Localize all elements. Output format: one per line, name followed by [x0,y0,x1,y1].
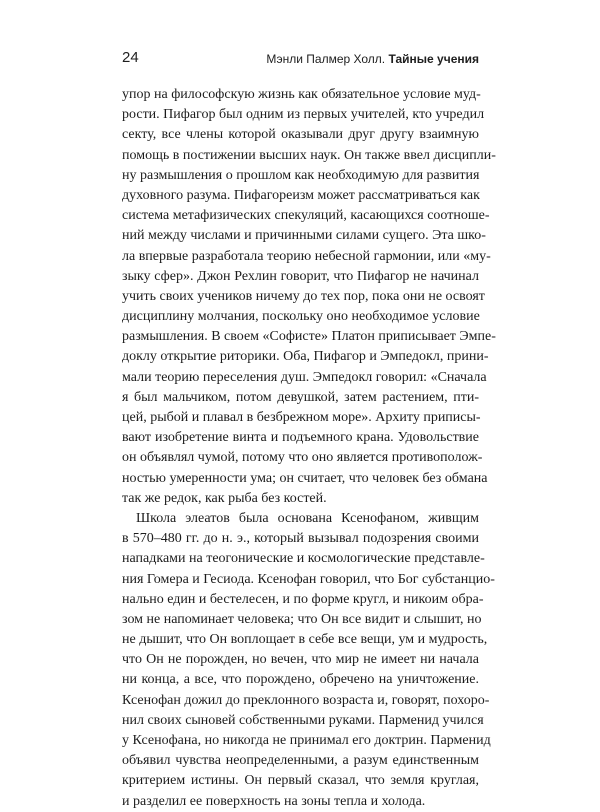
text-line: ния Гомера и Гесиода. Ксенофан говорил, что Бог субстанцио- [122,571,495,587]
text-line: ну размышления о прошлом как необходимую для развития [122,167,480,183]
text-line: помощь в постижении высших наук. Он также ввел дисципли- [122,147,496,163]
text-line: что Он не порожден, но вечен, что мир не имеет ни начала [122,652,479,668]
book-title: Тайные учения [388,52,479,66]
text-line: система метафизических спекуляций, касающихся соотноше- [122,208,490,224]
text-line: у Ксенофана, но никогда не принимал его доктрин. Парменид [122,733,491,748]
text-line: мали теорию переселения душ. Эмпедокл говорил: «Сначала [122,369,487,385]
running-title [266,49,479,69]
text-line: нил своих сыновей собственными руками. Парменид учился [122,712,484,728]
text-line: цей, рыбой и плавал в безбрежном море». Архиту приписы- [122,410,481,425]
body-text [122,85,496,812]
text-line: нально един и бестелесен, и по форме кругл, и никоим обра- [122,591,484,607]
paragraph [122,509,495,812]
text-line: размышления. В своем «Софисте» Платон приписывает Эмпе- [122,329,496,345]
text-line: зом не напоминает человека; что Он все видит и слышит, но [122,611,482,627]
text-line: ни конца, а все, что порождено, обречено на уничтожение. [122,672,479,688]
text-line: секту, все члены которой оказывали друг другу взаимную [122,127,479,143]
text-line: ла впервые разработала теорию небесной гармонии, или «му- [122,248,491,264]
text-line: Школа элеатов была основана Ксенофаном, живщим [136,510,479,526]
text-line: нападками на теогонические и космологические представле- [122,551,485,567]
text-line: и разделил ее поверхность на зоны тепла и холода. [122,793,426,809]
text-line: зыку сфер». Джон Рехлин говорит, что Пифагор не начинал [122,268,479,284]
text-line: упор на философскую жизнь как обязательное условие муд- [122,87,481,102]
text-line: духовного разума. Пифагореизм может рассматриваться как [122,187,480,203]
paragraph [122,85,496,509]
text-line: я был мальчиком, потом девушкой, затем растением, пти- [122,389,479,405]
text-line: дисциплину молчания, поскольку оно необходимое условие [122,309,480,325]
text-line: Ксенофан дожил до преклонного возраста и, говорят, похоро- [122,692,490,708]
text-line: он объявлял чумой, потому что оно является противополож- [122,450,483,466]
text-line: ний между числами и причинными силами сущего. Эта шко- [122,228,486,244]
text-line: учить своих учеников ничему до тех пор, пока они не освоят [122,288,485,304]
author-name: Мэнли Палмер Холл. [266,52,389,66]
text-line: в 570–480 гг. до н. э., который вызывал подозрения своими [122,531,479,547]
text-line: вают изобретение винта и подъемного крана. Удовольствие [122,430,479,446]
text-line: доклу открытие риторики. Оба, Пифагор и Эмпедокл, прини- [122,349,489,365]
running-head [122,48,479,68]
text-line: так же редок, как рыба без костей. [122,490,327,506]
text-line: не дышит, что Он воплощает в себе все вещи, ум и мудрость, [122,632,488,648]
text-line: объявил чувства неопределенными, а разум единственным [122,753,479,769]
text-line: критерием истины. Он первый сказал, что земля круглая, [122,773,479,789]
page-number: 24 [122,49,139,66]
text-line: рости. Пифагор был одним из первых учителей, кто учредил [122,107,485,123]
text-line: ностью умеренности ума; он считает, что человек без обмана [122,470,488,486]
